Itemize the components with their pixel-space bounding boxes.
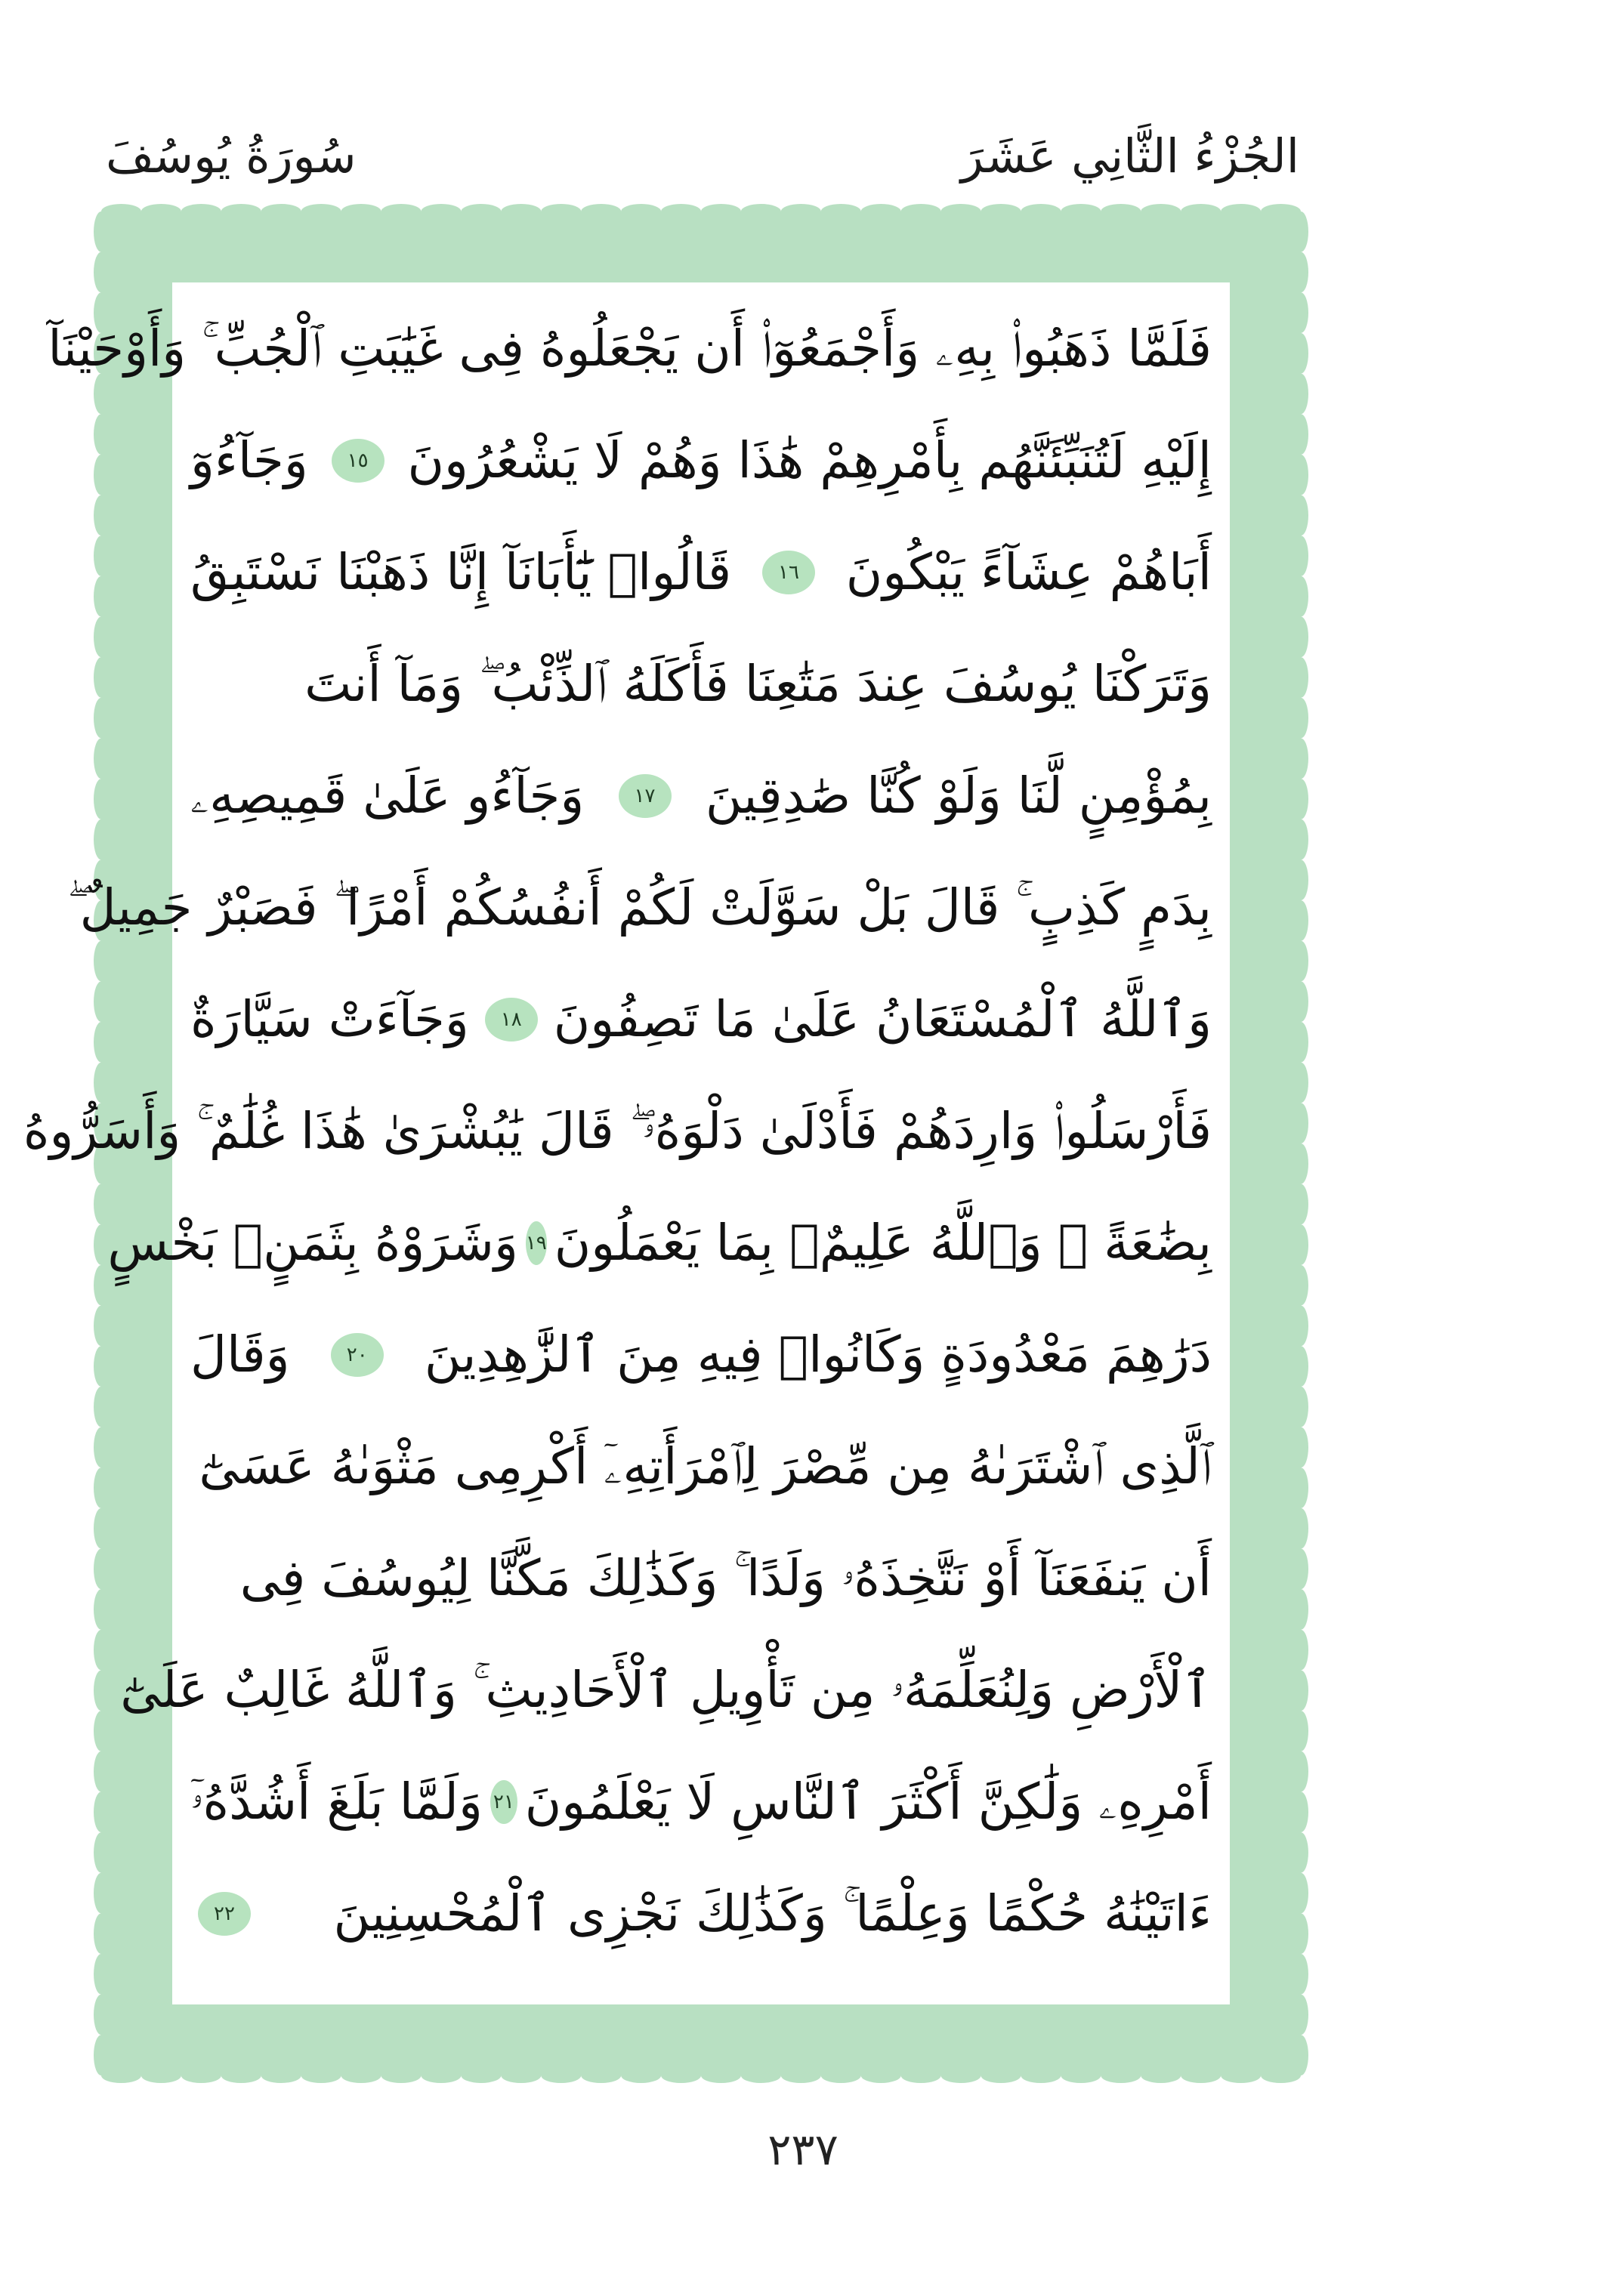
verse-line — [107, 1187, 1212, 1299]
verse-text: وَلَمَّا بَلَغَ أَشُدَّهُۥٓ — [190, 1773, 483, 1831]
verse-line — [190, 517, 1212, 628]
verse-line — [120, 1634, 1212, 1746]
verse-text: وَجَآءَتْ سَيَّارَةٌ — [190, 990, 469, 1048]
page-number: ٢٣٧ — [767, 2124, 839, 2175]
verse-line — [190, 740, 1212, 852]
text-panel — [23, 282, 1230, 2004]
verse-text: أَبَاهُمْ عِشَآءً يَبْكُونَ — [845, 543, 1212, 601]
page-frame — [23, 202, 1310, 2085]
ayah-number-marker: ١٩ — [526, 1221, 547, 1265]
page-header — [106, 128, 1299, 211]
verse-line — [190, 1858, 1212, 1970]
verse-line — [190, 1411, 1212, 1523]
verse-line — [190, 405, 1212, 517]
verse-line — [190, 1299, 1212, 1411]
verse-line — [48, 293, 1212, 405]
ayah-number-marker: ٢١ — [490, 1780, 517, 1824]
verse-text: بِمُؤْمِنٍ لَّنَا وَلَوْ كُنَّا صَٰدِقِينَ — [705, 767, 1212, 825]
verse-text: قَالُوا۟ يَٰٓأَبَانَآ إِنَّا ذَهَبْنَا نَسْتَبِقُ — [190, 543, 732, 601]
verse-text: بِضَٰعَةً ۚ وَٱللَّهُ عَلِيمٌۢ بِمَا يَعْمَلُونَ — [554, 1214, 1212, 1272]
verse-text: دَرَٰهِمَ مَعْدُودَةٍ وَكَانُوا۟ فِيهِ مِنَ ٱلزَّٰهِدِينَ — [424, 1325, 1212, 1384]
verse-text: ٱلَّذِى ٱشْتَرَىٰهُ مِن مِّصْرَ لِٱمْرَأَتِهِۦٓ أَكْرِمِى مَثْوَىٰهُ عَسَىٰٓ — [199, 1437, 1212, 1495]
verse-text: ٱلْأَرْضِ وَلِنُعَلِّمَهُۥ مِن تَأْوِيلِ ٱلْأَحَادِيثِ ۚ وَٱللَّهُ غَالِبٌ عَلَىٰٓ — [120, 1661, 1212, 1719]
verse-line — [190, 964, 1212, 1075]
verse-text: أَن يَنفَعَنَآ أَوْ نَتَّخِذَهُۥ وَلَدًا ۚ وَكَذَٰلِكَ مَكَّنَّا لِيُوسُفَ فِى — [239, 1549, 1212, 1607]
verse-text: وَتَرَكْنَا يُوسُفَ عِندَ مَتَٰعِنَا فَأَكَلَهُ ٱلذِّئْبُ ۖ وَمَآ أَنتَ — [304, 655, 1212, 713]
verse-text: وَشَرَوْهُ بِثَمَنٍۭ بَخْسٍ — [107, 1214, 518, 1272]
verse-text: إِلَيْهِ لَتُنَبِّئَنَّهُم بِأَمْرِهِمْ هَٰذَا وَهُمْ لَا يَشْعُرُونَ — [407, 431, 1212, 489]
ayah-number-marker: ١٨ — [485, 998, 538, 1042]
surah-title: سُورَةُ يُوسُفَ — [106, 128, 357, 184]
verse-line — [190, 628, 1212, 740]
verse-text: وَجَآءُو عَلَىٰ قَمِيصِهِۦ — [190, 767, 585, 825]
verse-text: أَمْرِهِۦ وَلَٰكِنَّ أَكْثَرَ ٱلنَّاسِ لَا يَعْلَمُونَ — [524, 1773, 1212, 1831]
verse-text: بِدَمٍ كَذِبٍ ۚ قَالَ بَلْ سَوَّلَتْ لَكُمْ أَنفُسُكُمْ أَمْرًا ۖ فَصَبْرٌ جَمِيلٌ ۖ — [67, 878, 1212, 937]
verse-line — [190, 1523, 1212, 1634]
verse-lines — [23, 293, 1212, 1970]
juz-title: الجُزْءُ الثَّانِي عَشَرَ — [960, 128, 1299, 184]
verse-line — [67, 852, 1212, 964]
ayah-number-marker: ٢٠ — [331, 1333, 384, 1377]
verse-text: فَأَرْسَلُوا۟ وَارِدَهُمْ فَأَدْلَىٰ دَلْوَهُۥ ۖ قَالَ يَٰبُشْرَىٰ هَٰذَا غُلَٰمٌ ۚ وَأَسَرُّوهُ — [23, 1102, 1212, 1160]
ayah-number-marker: ١٥ — [332, 439, 385, 483]
verse-line — [23, 1075, 1212, 1187]
verse-text: ءَاتَيْنَٰهُ حُكْمًا وَعِلْمًا ۚ وَكَذَٰلِكَ نَجْزِى ٱلْمُحْسِنِينَ — [333, 1884, 1212, 1943]
verse-line — [190, 1746, 1212, 1858]
ayah-number-marker: ١٧ — [619, 774, 672, 818]
ayah-number-marker: ٢٢ — [198, 1892, 251, 1936]
verse-text: فَلَمَّا ذَهَبُوا۟ بِهِۦ وَأَجْمَعُوٓا۟ أَن يَجْعَلُوهُ فِى غَيَٰبَتِ ٱلْجُبِّ ۚ وَأَوْحَيْنَآ — [48, 319, 1212, 378]
ayah-number-marker: ١٦ — [762, 551, 815, 594]
verse-text: وَقَالَ — [190, 1325, 290, 1384]
verse-text: وَجَآءُوٓ — [190, 431, 308, 489]
verse-text: وَٱللَّهُ ٱلْمُسْتَعَانُ عَلَىٰ مَا تَصِفُونَ — [553, 990, 1212, 1048]
